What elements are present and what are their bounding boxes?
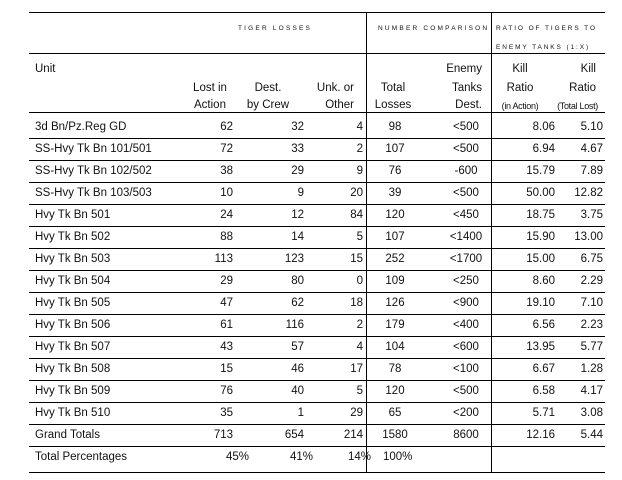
cell-kr1: 12.16 xyxy=(526,429,555,441)
cell-lost: 35 xyxy=(220,407,233,419)
cell-kr2: 12.82 xyxy=(574,187,603,199)
table-row xyxy=(29,160,605,183)
cell-unk: 18 xyxy=(350,297,363,309)
cell-enemy: <500 xyxy=(453,121,479,133)
cell-kr1: 6.67 xyxy=(532,363,555,375)
cell-unit: Hvy Tk Bn 501 xyxy=(35,209,111,221)
cell-enemy: <250 xyxy=(453,275,479,287)
cell-lost: 61 xyxy=(220,319,233,331)
group-ratio-line2: ENEMY TANKS (1:X) xyxy=(496,44,591,51)
cell-enemy: <500 xyxy=(453,143,479,155)
cell-kr2: 6.75 xyxy=(580,253,603,265)
cell-kr1: 15.90 xyxy=(526,231,555,243)
cell-dest: 654 xyxy=(284,429,304,441)
cell-kr1: 6.56 xyxy=(532,319,555,331)
cell-dest: 46 xyxy=(291,363,304,375)
cell-unk: 4 xyxy=(356,121,363,133)
cell-dest: 12 xyxy=(291,209,304,221)
cell-enemy: <500 xyxy=(453,385,479,397)
cell-dest: 29 xyxy=(291,165,304,177)
header-dest-l1: Dest. xyxy=(254,82,282,94)
cell-kr2: 5.77 xyxy=(580,341,603,353)
header-lost-l1: Lost in xyxy=(193,82,227,94)
header-total-l2: Losses xyxy=(374,99,412,111)
cell-total: 39 xyxy=(388,187,402,199)
cell-total: 98 xyxy=(388,121,402,133)
cell-kr2: 2.29 xyxy=(580,275,603,287)
cell-kr1: 15.00 xyxy=(526,253,555,265)
cell-kr2: 5.44 xyxy=(580,429,603,441)
percentages-unk: 14% xyxy=(347,451,371,463)
cell-lost: 38 xyxy=(220,165,233,177)
group-header-rule xyxy=(29,53,605,54)
cell-kr2: 4.67 xyxy=(580,143,603,155)
cell-lost: 713 xyxy=(213,429,233,441)
cell-unit: Hvy Tk Bn 510 xyxy=(35,407,111,419)
cell-unk: 84 xyxy=(350,209,363,221)
table-row xyxy=(29,116,605,139)
cell-kr1: 18.75 xyxy=(526,209,555,221)
table-row xyxy=(29,204,605,227)
cell-dest: 9 xyxy=(297,187,304,199)
cell-kr1: 8.60 xyxy=(532,275,555,287)
header-total-l1: Total xyxy=(380,82,406,94)
cell-enemy: <600 xyxy=(453,341,479,353)
table-row xyxy=(29,182,605,205)
group-ratio-line1: RATIO OF TIGERS TO xyxy=(496,25,597,32)
cell-enemy: <450 xyxy=(453,209,479,221)
cell-unit: 3d Bn/Pz.Reg GD xyxy=(35,121,127,133)
cell-unk: 17 xyxy=(350,363,363,375)
cell-dest: 80 xyxy=(291,275,304,287)
header-enemy-l1: Enemy xyxy=(446,63,482,75)
percentages-label: Total Percentages xyxy=(35,451,128,463)
cell-total: 107 xyxy=(385,143,405,155)
cell-kr1: 6.58 xyxy=(532,385,555,397)
table-row xyxy=(29,402,605,425)
cell-unit: Hvy Tk Bn 507 xyxy=(35,341,111,353)
cell-enemy: 8600 xyxy=(453,429,479,441)
table-row xyxy=(29,380,605,403)
cell-unit: SS-Hvy Tk Bn 102/502 xyxy=(35,165,152,177)
cell-unit: Hvy Tk Bn 504 xyxy=(35,275,111,287)
header-kill-total-l2: Ratio xyxy=(569,82,596,94)
cell-unit: Hvy Tk Bn 506 xyxy=(35,319,111,331)
header-kill-total-l3: (Total Lost) xyxy=(557,101,598,111)
table-row xyxy=(29,336,605,359)
table-row xyxy=(29,138,605,161)
cell-total: 252 xyxy=(385,253,405,265)
cell-lost: 24 xyxy=(220,209,233,221)
percentages-lost: 45% xyxy=(225,451,249,463)
cell-kr1: 5.71 xyxy=(532,407,555,419)
cell-unit: Hvy Tk Bn 503 xyxy=(35,253,111,265)
cell-kr1: 13.95 xyxy=(526,341,555,353)
cell-lost: 15 xyxy=(220,363,233,375)
cell-dest: 116 xyxy=(285,319,304,331)
cell-enemy: <200 xyxy=(453,407,479,419)
cell-lost: 62 xyxy=(220,121,233,133)
cell-total: 109 xyxy=(385,275,405,287)
cell-total: 107 xyxy=(385,231,405,243)
cell-total: 1580 xyxy=(382,429,408,441)
header-dest-l2: by Crew xyxy=(246,99,290,111)
cell-unit: Hvy Tk Bn 505 xyxy=(35,297,111,309)
header-kill-total-l1: Kill xyxy=(580,63,596,75)
cell-kr1: 15.79 xyxy=(526,165,555,177)
cell-unit: SS-Hvy Tk Bn 103/503 xyxy=(35,187,152,199)
cell-unk: 2 xyxy=(356,143,363,155)
header-enemy-l2: Tanks xyxy=(451,82,482,94)
cell-unit: Hvy Tk Bn 508 xyxy=(35,363,111,375)
cell-kr2: 4.17 xyxy=(580,385,603,397)
cell-kr1: 50.00 xyxy=(526,187,555,199)
cell-unk: 4 xyxy=(356,341,363,353)
header-unit: Unit xyxy=(35,63,56,75)
table-row xyxy=(29,270,605,293)
cell-total: 120 xyxy=(385,209,405,221)
cell-kr1: 19.10 xyxy=(526,297,555,309)
cell-unk: 15 xyxy=(350,253,363,265)
grand-totals-row xyxy=(29,424,605,447)
cell-kr2: 2.23 xyxy=(580,319,603,331)
cell-unk: 5 xyxy=(356,385,363,397)
cell-enemy: <900 xyxy=(453,297,479,309)
cell-unit: Hvy Tk Bn 502 xyxy=(35,231,111,243)
cell-dest: 40 xyxy=(291,385,304,397)
cell-dest: 32 xyxy=(291,121,304,133)
header-kill-action-l3: (in Action) xyxy=(501,101,539,111)
cell-lost: 43 xyxy=(220,341,233,353)
cell-total: 78 xyxy=(388,363,402,375)
cell-lost: 88 xyxy=(220,231,233,243)
cell-dest: 62 xyxy=(291,297,304,309)
cell-unk: 29 xyxy=(350,407,363,419)
cell-enemy: -600 xyxy=(454,165,478,177)
cell-lost: 29 xyxy=(220,275,233,287)
group-number-comparison: NUMBER COMPARISON xyxy=(378,25,490,32)
cell-kr2: 1.28 xyxy=(580,363,603,375)
cell-unk: 214 xyxy=(343,429,363,441)
cell-enemy: <1700 xyxy=(449,253,483,265)
cell-dest: 123 xyxy=(284,253,304,265)
cell-kr1: 8.06 xyxy=(532,121,555,133)
header-kill-action-l2: Ratio xyxy=(506,82,534,94)
table-row xyxy=(29,314,605,337)
cell-kr2: 3.75 xyxy=(580,209,603,221)
cell-lost: 10 xyxy=(220,187,233,199)
cell-total: 76 xyxy=(388,165,402,177)
header-enemy-l3: Dest. xyxy=(455,99,482,111)
cell-dest: 33 xyxy=(291,143,304,155)
cell-unit: SS-Hvy Tk Bn 101/501 xyxy=(35,143,152,155)
header-kill-action-l1: Kill xyxy=(512,63,528,75)
percentages-dest: 41% xyxy=(289,451,313,463)
cell-total: 179 xyxy=(385,319,405,331)
percentages-row xyxy=(29,446,605,473)
cell-total: 120 xyxy=(385,385,405,397)
cell-enemy: <400 xyxy=(453,319,479,331)
cell-lost: 72 xyxy=(220,143,233,155)
group-tiger-losses: TIGER LOSSES xyxy=(238,25,313,32)
cell-total: 104 xyxy=(385,341,405,353)
cell-kr2: 7.89 xyxy=(580,165,603,177)
cell-dest: 14 xyxy=(291,231,304,243)
cell-enemy: <100 xyxy=(453,363,479,375)
cell-unk: 5 xyxy=(356,231,363,243)
cell-unk: 9 xyxy=(356,165,363,177)
table-row xyxy=(29,358,605,381)
cell-unk: 20 xyxy=(350,187,363,199)
table-row xyxy=(29,292,605,315)
cell-kr2: 3.08 xyxy=(580,407,603,419)
cell-kr2: 13.00 xyxy=(574,231,603,243)
cell-unk: 2 xyxy=(356,319,363,331)
top-rule xyxy=(29,12,605,13)
header-lost-l2: Action xyxy=(194,99,226,111)
cell-kr2: 7.10 xyxy=(580,297,603,309)
cell-dest: 1 xyxy=(297,407,304,419)
table-row xyxy=(29,248,605,271)
header-unk-l2: Other xyxy=(325,99,354,111)
header-unk-l1: Unk. or xyxy=(316,82,354,94)
cell-unk: 0 xyxy=(356,275,363,287)
cell-enemy: <500 xyxy=(453,187,479,199)
cell-unit: Hvy Tk Bn 509 xyxy=(35,385,111,397)
cell-unit: Grand Totals xyxy=(35,429,100,441)
cell-kr2: 5.10 xyxy=(580,121,603,133)
cell-enemy: <1400 xyxy=(449,231,483,243)
percentages-total: 100% xyxy=(383,451,413,463)
cell-dest: 57 xyxy=(291,341,304,353)
cell-total: 126 xyxy=(385,297,405,309)
table-row xyxy=(29,226,605,249)
cell-lost: 76 xyxy=(220,385,233,397)
cell-lost: 113 xyxy=(214,253,233,265)
cell-total: 65 xyxy=(388,407,402,419)
cell-lost: 47 xyxy=(220,297,233,309)
cell-kr1: 6.94 xyxy=(532,143,555,155)
